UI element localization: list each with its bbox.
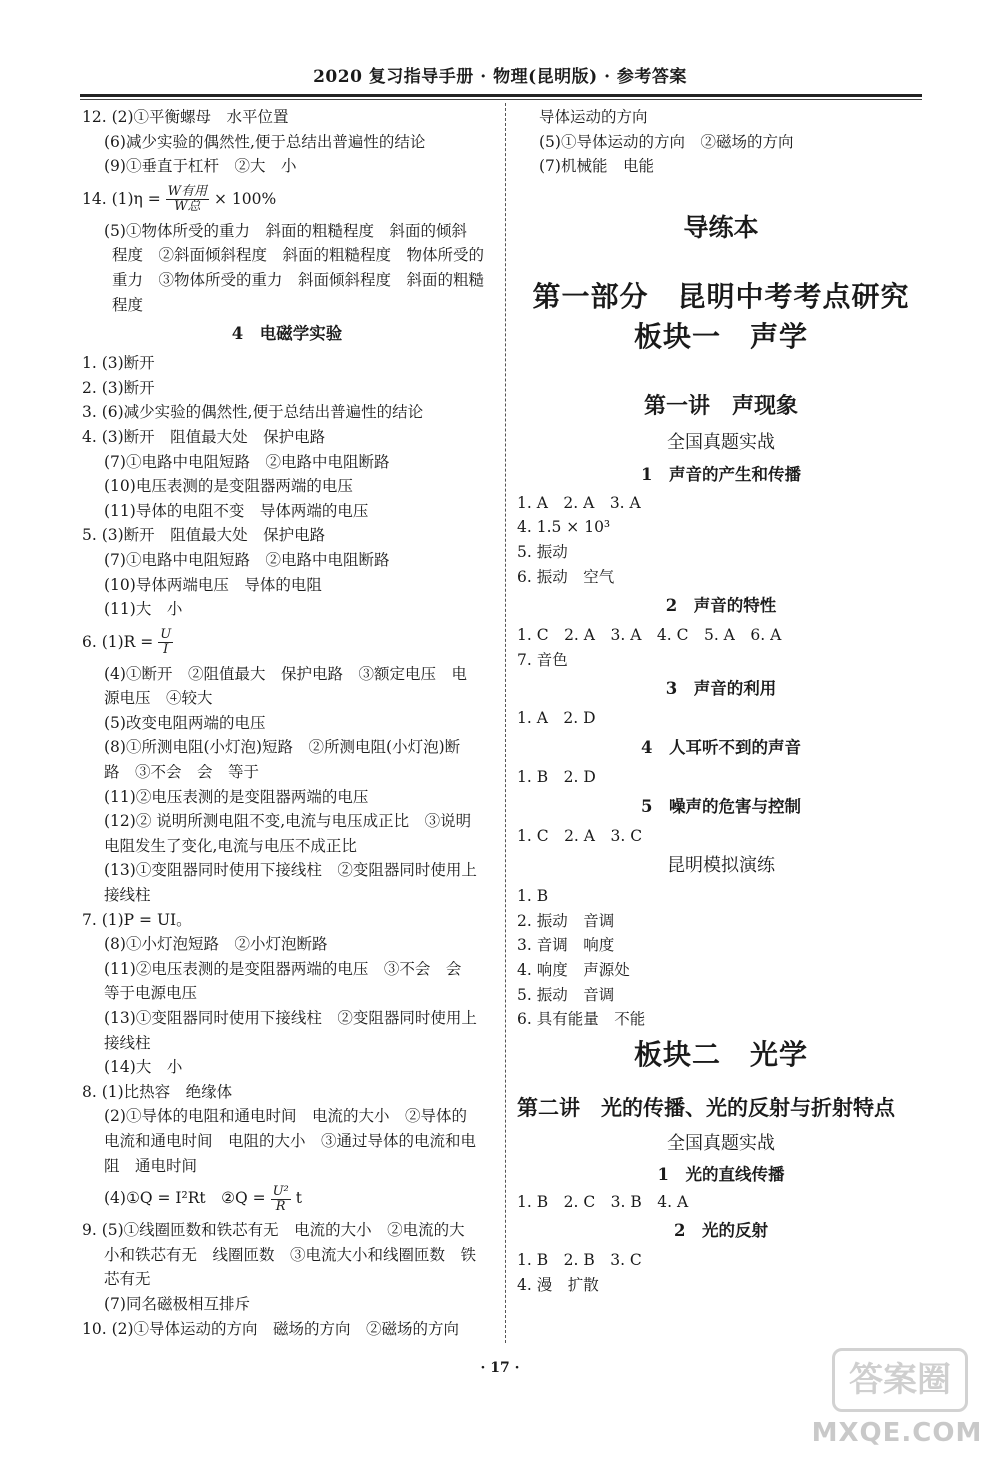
answer-line: (11)导体的电阻不变 导体两端的电压 bbox=[104, 501, 369, 520]
answer-line: 4. 1.5 × 10³ bbox=[517, 518, 611, 537]
answer-line: (7)①电路中电阻短路 ②电路中电阻断路 bbox=[104, 550, 390, 569]
answer-line: (13)①变阻器同时使用下接线柱 ②变阻器同时使用上 bbox=[104, 861, 477, 880]
watermark-site: MXQE.COM bbox=[811, 1418, 983, 1448]
book-section-title: 导练本 bbox=[683, 212, 759, 242]
answer-line: 1. C 2. A 3. C bbox=[517, 826, 643, 845]
answer-line: 4. 漫 扩散 bbox=[517, 1275, 599, 1294]
lecture-title: 第二讲 光的传播、光的反射与折射特点 bbox=[517, 1095, 895, 1120]
topic-heading: 3 声音的利用 bbox=[665, 679, 777, 699]
subsection-title: 昆明模拟演练 bbox=[667, 855, 775, 877]
answer-line: 程度 bbox=[112, 295, 144, 314]
topic-heading: 4 人耳听不到的声音 bbox=[641, 737, 801, 757]
topic-heading: 5 噪声的危害与控制 bbox=[641, 796, 801, 816]
topic-heading: 1 声音的产生和传播 bbox=[641, 464, 801, 484]
page-number: · 17 · bbox=[480, 1360, 520, 1376]
fraction-numerator: W有用 bbox=[167, 184, 208, 200]
answer-line: 10. (2)①导体运动的方向 磁场的方向 ②磁场的方向 bbox=[82, 1319, 460, 1338]
answer-line: (5)改变电阻两端的电压 bbox=[104, 713, 266, 732]
formula-suffix: × 100% bbox=[213, 189, 277, 208]
spacer bbox=[517, 1078, 925, 1088]
answer-line: (5)①物体所受的重力 斜面的粗糙程度 斜面的倾斜 bbox=[104, 221, 467, 240]
spacer bbox=[517, 357, 925, 387]
right-column bbox=[517, 105, 925, 1297]
answer-line: 导体运动的方向 bbox=[539, 108, 648, 126]
fraction bbox=[158, 628, 173, 657]
answer-line: 小和铁芯有无 线圈匝数 ③电流大小和线圈匝数 铁 bbox=[104, 1245, 477, 1264]
header-rule-thin bbox=[80, 99, 922, 100]
answer-line: 接线柱 bbox=[104, 1033, 151, 1052]
answer-line: 等于电源电压 bbox=[104, 984, 198, 1003]
answer-line: (7)①电路中电阻短路 ②电路中电阻断路 bbox=[104, 452, 390, 471]
answer-line: 重力 ③物体所受的重力 斜面倾斜程度 斜面的粗糙 bbox=[112, 270, 485, 289]
answer-line: 电流和通电时间 电阻的大小 ③通过导体的电流和电 bbox=[104, 1131, 477, 1150]
answer-line: 2. (3)断开 bbox=[82, 378, 155, 397]
fraction-denominator: W总 bbox=[174, 199, 201, 215]
answer-line: 3. 音调 响度 bbox=[517, 936, 615, 955]
answer-line: (12)② 说明所测电阻不变,电流与电压成正比 ③说明 bbox=[104, 812, 472, 831]
answer-line: 1. B 2. B 3. C bbox=[517, 1251, 642, 1270]
fraction-denominator: I bbox=[163, 642, 169, 658]
formula-prefix: 14. (1)η = bbox=[82, 189, 161, 208]
answer-line: 1. A 2. D bbox=[517, 709, 596, 728]
answer-line: (14)大 小 bbox=[104, 1058, 183, 1077]
subsection-title: 全国真题实战 bbox=[667, 1132, 775, 1154]
answer-line: (10)电压表测的是变阻器两端的电压 bbox=[104, 477, 353, 496]
answer-line: 5. 振动 bbox=[517, 542, 568, 561]
answer-line: 5. (3)断开 阻值最大处 保护电路 bbox=[82, 526, 326, 545]
answer-line: 2. 振动 音调 bbox=[517, 911, 615, 930]
answer-line: 芯有无 bbox=[104, 1270, 151, 1289]
topic-heading: 1 光的直线传播 bbox=[657, 1164, 785, 1184]
part-title: 第一部分 昆明中考考点研究 bbox=[532, 279, 910, 313]
answer-line: 阻 通电时间 bbox=[104, 1156, 198, 1175]
answer-line: (8)①小灯泡短路 ②小灯泡断路 bbox=[104, 935, 328, 954]
answer-line: 12. (2)①平衡螺母 水平位置 bbox=[82, 108, 289, 126]
answer-line: 1. C 2. A 3. A 4. C 5. A 6. A bbox=[517, 626, 782, 645]
fraction-denominator: R bbox=[275, 1198, 286, 1214]
efficiency-formula bbox=[82, 179, 492, 219]
answer-line: 路 ③不会 会 等于 bbox=[104, 763, 260, 782]
spacer bbox=[517, 179, 925, 201]
answer-line: 1. (3)断开 bbox=[82, 354, 155, 373]
answer-line: (7)机械能 电能 bbox=[539, 157, 654, 176]
answer-line: 程度 ②斜面倾斜程度 斜面的粗糙程度 物体所受的 bbox=[112, 246, 485, 265]
answer-line: 电阻发生了变化,电流与电压不成正比 bbox=[104, 836, 357, 855]
answer-line: 4. (3)断开 阻值最大处 保护电路 bbox=[82, 427, 326, 446]
answer-line: (4)①断开 ②阻值最大 保护电路 ③额定电压 电 bbox=[104, 664, 467, 683]
fraction-numerator: U bbox=[160, 627, 172, 643]
answer-line: 1. B 2. D bbox=[517, 767, 596, 786]
answer-line: 6. 振动 空气 bbox=[517, 567, 615, 586]
topic-heading: 2 光的反射 bbox=[674, 1221, 768, 1241]
section-heading: 4 电磁学实验 bbox=[231, 324, 343, 344]
answer-line: (6)减少实验的偶然性,便于总结出普遍性的结论 bbox=[104, 132, 426, 151]
answer-line: 1. A 2. A 3. A bbox=[517, 493, 641, 512]
answer-line: 1. B 2. C 3. B 4. A bbox=[517, 1192, 689, 1211]
formula-prefix: (4)①Q = I²Rt ②Q = bbox=[104, 1189, 266, 1208]
answer-line: (10)导体两端电压 导体的电阻 bbox=[104, 575, 322, 594]
answer-line: (11)②电压表测的是变阻器两端的电压 ③不会 会 bbox=[104, 959, 462, 978]
fraction-numerator: U² bbox=[272, 1183, 289, 1199]
answer-line: 8. (1)比热容 绝缘体 bbox=[82, 1082, 233, 1101]
answer-line: (11)大 小 bbox=[104, 600, 183, 619]
heat-formula bbox=[82, 1178, 492, 1218]
answer-line: (8)①所测电阻(小灯泡)短路 ②所测电阻(小灯泡)断 bbox=[104, 738, 461, 757]
watermark bbox=[802, 1344, 992, 1454]
answer-line: 接线柱 bbox=[104, 886, 151, 905]
block-title: 板块一 声学 bbox=[633, 319, 808, 353]
resistance-formula bbox=[82, 622, 492, 662]
column-divider bbox=[505, 103, 506, 1343]
block-title: 板块二 光学 bbox=[633, 1037, 808, 1071]
answer-line: (2)①导体的电阻和通电时间 电流的大小 ②导体的 bbox=[104, 1107, 467, 1126]
answer-line: 3. (6)减少实验的偶然性,便于总结出普遍性的结论 bbox=[82, 403, 424, 422]
left-column bbox=[82, 105, 492, 1341]
answer-line: (13)①变阻器同时使用下接线柱 ②变阻器同时使用上 bbox=[104, 1009, 477, 1027]
answer-line: 7. 音色 bbox=[517, 650, 568, 669]
spacer bbox=[517, 255, 925, 277]
answer-line: (11)②电压表测的是变阻器两端的电压 bbox=[104, 787, 369, 806]
answer-line: 7. (1)P = UI。 bbox=[82, 910, 192, 929]
answer-line: 9. (5)①线圈匝数和铁芯有无 电流的大小 ②电流的大 bbox=[82, 1221, 465, 1240]
subsection-title: 全国真题实战 bbox=[667, 431, 775, 453]
lecture-title: 第一讲 声现象 bbox=[643, 393, 798, 419]
answer-line: 6. 具有能量 不能 bbox=[517, 1010, 646, 1029]
answer-line: (5)①导体运动的方向 ②磁场的方向 bbox=[539, 132, 794, 151]
header-rule-thick bbox=[80, 94, 922, 97]
answer-line: 5. 振动 音调 bbox=[517, 985, 615, 1004]
answer-line: 源电压 ④较大 bbox=[104, 689, 213, 708]
answer-line: 1. B bbox=[517, 887, 549, 906]
answer-line: (7)同名磁极相互排斥 bbox=[104, 1294, 250, 1313]
fraction bbox=[271, 1185, 291, 1214]
page-header: 2020 复习指导手册 · 物理(昆明版) · 参考答案 bbox=[313, 67, 687, 87]
watermark-seal: 答案圈 bbox=[832, 1348, 968, 1412]
topic-heading: 2 声音的特性 bbox=[665, 596, 777, 616]
answer-line: 4. 响度 声源处 bbox=[517, 960, 630, 979]
answer-line: (9)①垂直于杠杆 ②大 小 bbox=[104, 157, 297, 176]
formula-prefix: 6. (1)R = bbox=[82, 632, 154, 651]
fraction bbox=[166, 185, 209, 214]
formula-suffix: t bbox=[295, 1189, 302, 1208]
